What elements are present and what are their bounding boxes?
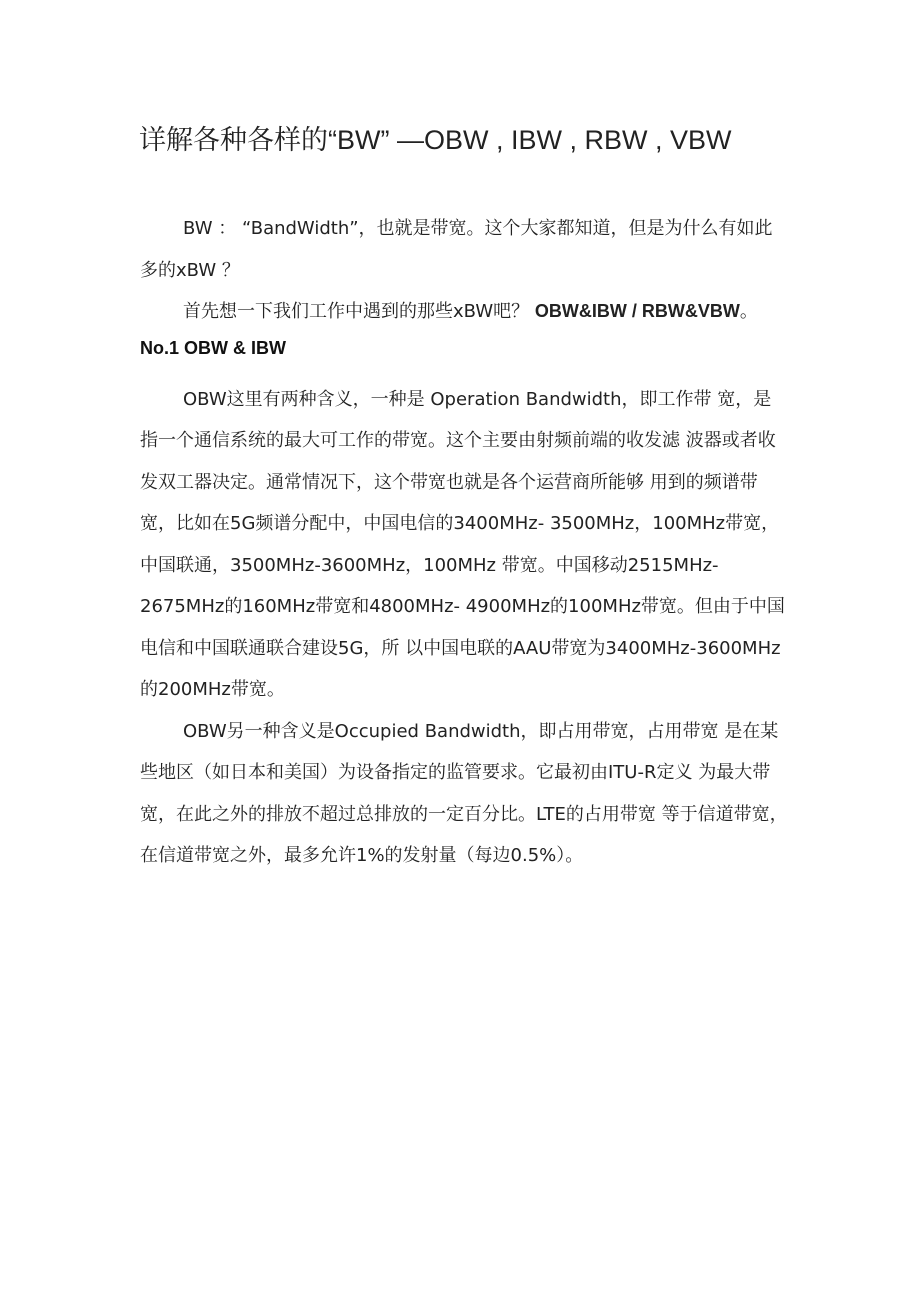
intro-paragraph-2 — [140, 291, 788, 333]
section-heading-obw-ibw: No.1 OBW & IBW — [140, 337, 286, 358]
intro-paragraph-2-end: 。 — [739, 301, 758, 322]
section1-paragraph-1: OBW这里有两种含义，一种是 Operation Bandwidth，即工作带 宽，是指一个通信系统的最大可工作的带宽。这个主要由射频前端的收发滤 波器或者收发双工器决定。通常情况下，这个带宽也就是各个运营商所能够 用到的频谱带宽，比如在5G频谱分配中，中国电信的3400MHz- 3500MHz，100MHz带宽，中国联通，3500MHz-3600MHz，100MHz 带宽。中国移动2515MHz-2675MHz的160MHz带宽和4800MHz- 4900MHz的100MHz带宽。但由于中国电信和中国联通联合建设5G，所 以中国电联的AAU带宽为3400MHz-3600MHz的200MHz带宽。 — [140, 388, 785, 700]
intro-paragraph-2-text: 首先想一下我们工作中遇到的那些xBW吧？ — [183, 301, 535, 322]
section1-paragraph-2: OBW另一种含义是Occupied Bandwidth，即占用带宽，占用带宽 是在某些地区（如日本和美国）为设备指定的监管要求。它最初由ITU-R定义 为最大带宽，在此之外的排放不超过总排放的一定百分比。LTE的占用带宽 等于信道带宽，在信道带宽之外，最多允许1%的发射量（每边0.5%）。 — [140, 720, 788, 866]
document-body — [140, 208, 788, 877]
document-title: 详解各种各样的“BW” —OBW , IBW , RBW , VBW — [139, 125, 732, 155]
intro-paragraph-1: BW ： “BandWidth”，也就是带宽。这个大家都知道，但是为什么有如此多的xBW ？ — [140, 218, 773, 281]
intro-paragraph-2-bold: OBW&IBW / RBW&VBW — [534, 301, 740, 321]
